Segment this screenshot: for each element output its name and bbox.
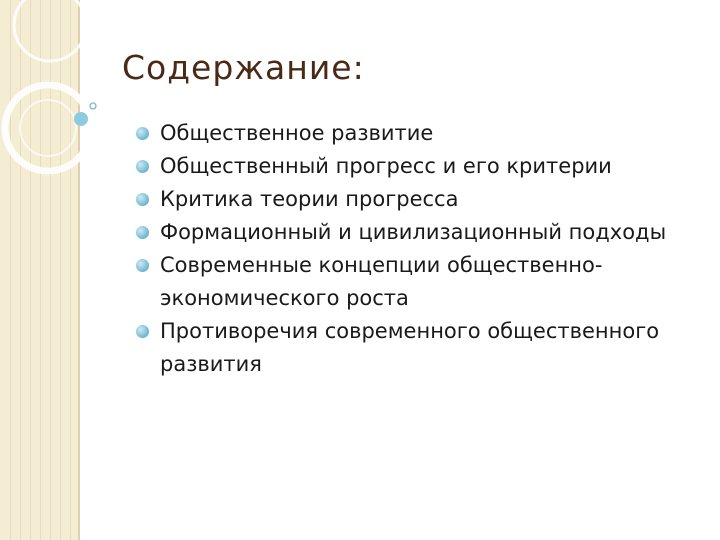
bullet-icon: [136, 193, 149, 206]
list-item-text: Общественное развитие: [160, 121, 434, 145]
list-item: [136, 117, 696, 150]
deco-circle-ring: [5, 85, 91, 171]
list-item: [136, 315, 696, 381]
list-item: [136, 249, 696, 315]
deco-dot-blue: [74, 112, 88, 126]
list-item: [136, 150, 696, 183]
deco-dot-small: [90, 103, 96, 109]
slide-title: Содержание:: [122, 48, 365, 87]
list-item-text: Современные концепции общественно-экономического роста: [160, 253, 603, 310]
list-item-text: Противоречия современного общественного развития: [160, 319, 660, 376]
list-item-text: Критика теории прогресса: [160, 187, 459, 211]
list-item: [136, 183, 696, 216]
list-item-text: Формационный и цивилизационный подходы: [160, 220, 667, 244]
list-item-text: Общественный прогресс и его критерии: [160, 154, 612, 178]
bullet-icon: [136, 325, 149, 338]
contents-list: [136, 117, 696, 381]
deco-circle-top: [14, 0, 86, 61]
bullet-icon: [136, 160, 149, 173]
list-item: [136, 216, 696, 249]
bullet-icon: [136, 226, 149, 239]
bullet-icon: [136, 127, 149, 140]
decorative-circles: [0, 0, 140, 220]
bullet-icon: [136, 259, 149, 272]
deco-circle-inner: [20, 100, 76, 156]
